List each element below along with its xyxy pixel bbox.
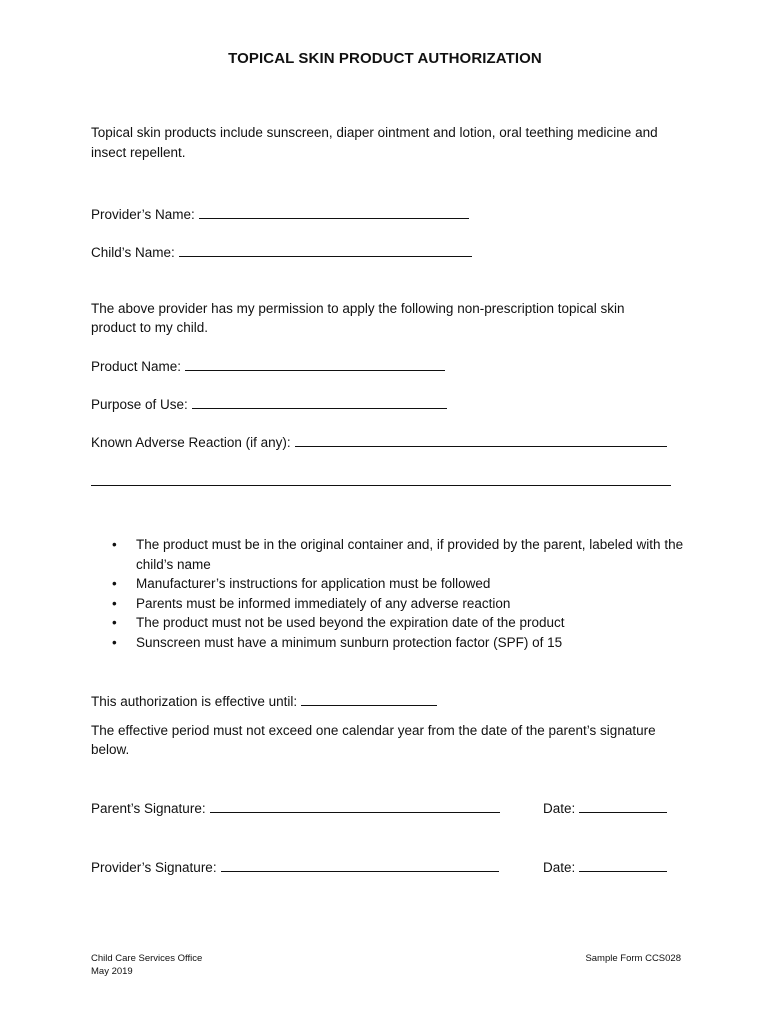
footer-date: May 2019 xyxy=(91,966,133,977)
parent-date-field xyxy=(543,798,667,818)
effective-until-field xyxy=(91,691,437,711)
list-item: • Manufacturer’s instructions for application must be followed xyxy=(112,574,692,594)
bullet-icon: • xyxy=(112,595,117,611)
product-name-input-line[interactable] xyxy=(185,356,445,371)
effective-note-line-2: below. xyxy=(91,742,130,757)
parent-date-label: Date: xyxy=(543,801,576,816)
provider-name-field xyxy=(91,204,469,224)
intro-text-line-1: Topical skin products include sunscreen, diaper ointment and lotion, oral teething medicine and xyxy=(91,125,658,140)
product-name-field xyxy=(91,356,445,376)
parent-signature-label: Parent’s Signature: xyxy=(91,801,206,816)
provider-signature-label: Provider’s Signature: xyxy=(91,860,217,875)
purpose-label: Purpose of Use: xyxy=(91,397,188,412)
bullet-icon: • xyxy=(112,537,117,552)
effective-until-input-line[interactable] xyxy=(301,691,437,706)
form-title: TOPICAL SKIN PRODUCT AUTHORIZATION xyxy=(228,50,542,67)
list-item: • The product must be in the original container and, if provided by the parent, labeled with the child’s name xyxy=(112,537,684,572)
bullet-icon: • xyxy=(112,634,117,650)
parent-signature-input-line[interactable] xyxy=(210,798,500,813)
purpose-input-line[interactable] xyxy=(192,394,447,409)
provider-signature-input-line[interactable] xyxy=(221,857,499,872)
provider-date-input-line[interactable] xyxy=(579,857,667,872)
product-name-label: Product Name: xyxy=(91,359,182,374)
child-name-label: Child’s Name: xyxy=(91,245,175,260)
list-item: • Sunscreen must have a minimum sunburn protection factor (SPF) of 15 xyxy=(112,633,692,653)
effective-note-line-1: The effective period must not exceed one calendar year from the date of the parent’s signature xyxy=(91,723,656,738)
provider-name-input-line[interactable] xyxy=(199,204,469,219)
child-name-input-line[interactable] xyxy=(179,242,472,257)
provider-name-label: Provider’s Name: xyxy=(91,207,195,222)
intro-text-line-2: insect repellent. xyxy=(91,145,186,160)
bullet-icon: • xyxy=(112,615,117,630)
adverse-reaction-label: Known Adverse Reaction (if any): xyxy=(91,435,291,450)
parent-signature-field xyxy=(91,798,500,818)
adverse-reaction-field xyxy=(91,432,667,452)
parent-date-input-line[interactable] xyxy=(579,798,667,813)
provider-date-field xyxy=(543,857,667,877)
permission-text-line-2: product to my child. xyxy=(91,320,209,335)
adverse-reaction-input-line[interactable] xyxy=(295,432,667,447)
purpose-field xyxy=(91,394,447,414)
footer-form-id: Sample Form CCS028 xyxy=(585,953,681,964)
adverse-reaction-continuation-line[interactable] xyxy=(91,485,671,486)
provider-date-label: Date: xyxy=(543,860,576,875)
bullet-icon: • xyxy=(112,576,117,591)
list-item: • The product must not be used beyond the expiration date of the product xyxy=(112,613,692,633)
list-item: • Parents must be informed immediately of any adverse reaction xyxy=(112,594,692,614)
effective-until-label: This authorization is effective until: xyxy=(91,694,298,709)
requirements-list xyxy=(112,535,692,652)
child-name-field xyxy=(91,242,472,262)
permission-text-line-1: The above provider has my permission to apply the following non-prescription topical skin xyxy=(91,301,625,316)
footer-office: Child Care Services Office xyxy=(91,953,203,964)
provider-signature-field xyxy=(91,857,499,877)
